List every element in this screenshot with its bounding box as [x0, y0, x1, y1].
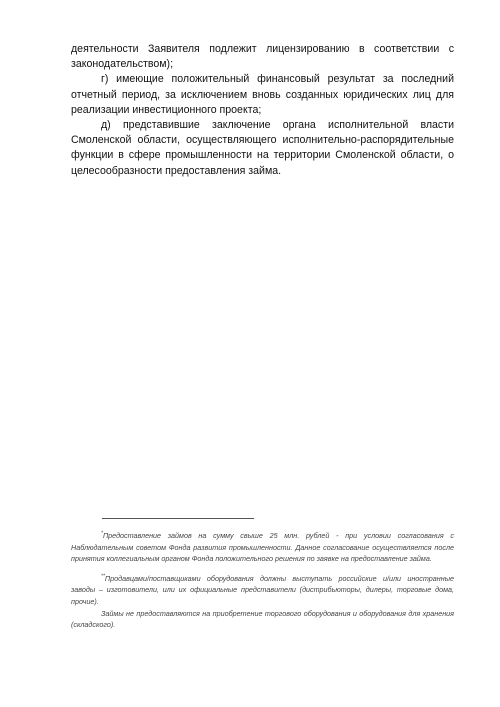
- footnote-mark: **: [101, 573, 105, 580]
- footnote-1: [71, 530, 454, 565]
- footnotes: [71, 530, 454, 631]
- paragraph-item-g: г) имеющие положительный финансовый результат за последний отчетный период, за исключением вновь созданных юридических лиц для реализации инвестиционного проекта;: [71, 73, 454, 116]
- footnote-text: Предоставление займов на сумму свыше 25 млн. рублей - при условии согласования с Наблюдательным советом Фонда развития промышленности. Данное согласование осуществляется после принятия коллегиальным органом Фонда положительного решения по заявке на предоставление займа.: [71, 531, 454, 564]
- footnote-3: [71, 608, 454, 631]
- footnote-text: Займы не предоставляются на приобретение торгового оборудования и оборудования для хранения (складского).: [71, 608, 454, 630]
- footnote-text: Продавцами/поставщиками оборудования должны выступать российские и/или иностранные заводы – изготовители, или их официальные представители (дистрибьюторы, дилеры, торговые дома, прочие).: [71, 573, 454, 606]
- footnote-2: [71, 573, 454, 608]
- paragraph-item-d: д) представившие заключение органа исполнительной власти Смоленской области, осуществляющего исполнительно-распорядительные функции в сфере промышленности на территории Смоленской области, о целесообразности предоставления займа.: [71, 119, 454, 177]
- paragraph-continuation: деятельности Заявителя подлежит лицензированию в соответствии с законодательством);: [71, 43, 454, 71]
- body-text: [71, 42, 454, 179]
- footnote-separator: [102, 518, 254, 519]
- footnote-mark: *: [101, 530, 103, 537]
